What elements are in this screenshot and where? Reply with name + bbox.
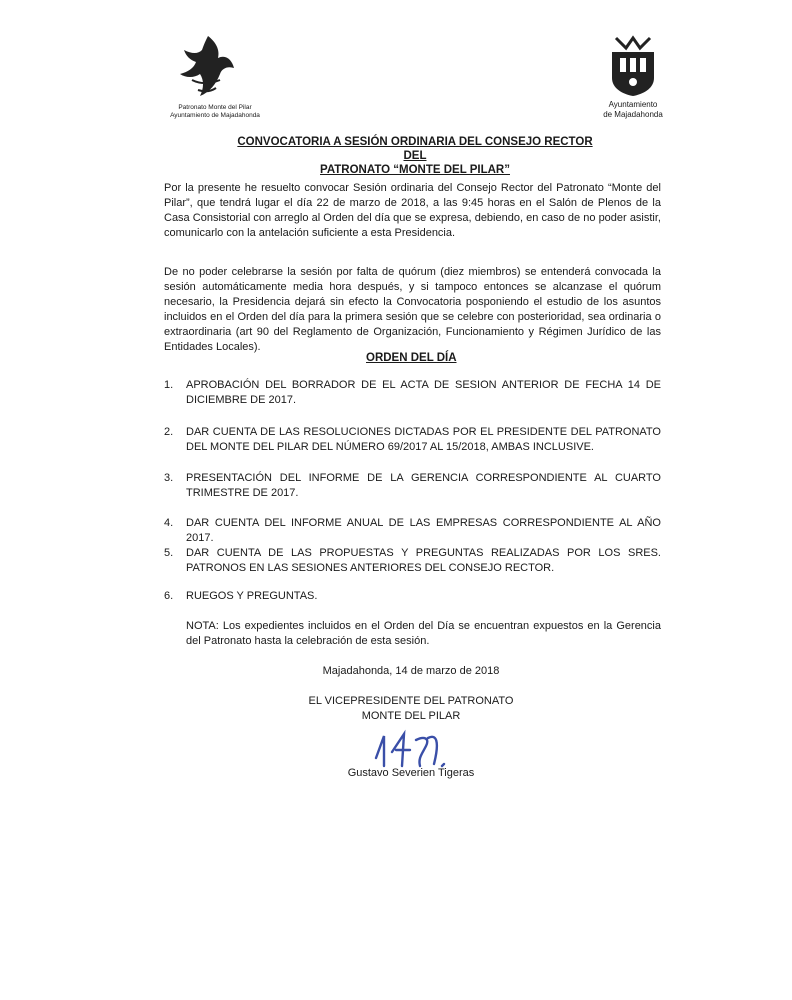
signer-name: Gustavo Severien Tigeras [347,767,475,779]
document-title [230,135,600,177]
coat-of-arms-icon [606,34,660,98]
logo-left-caption-2: Ayuntamiento de Majadahonda [170,112,260,119]
agenda-heading: ORDEN DEL DÍA [366,352,457,364]
agenda-item-text: DAR CUENTA DE LAS PROPUESTAS Y PREGUNTAS REALIZADAS POR LOS SRES. PATRONOS EN LAS SESIONES ANTERIORES DEL CONSEJO RECTOR. [186,547,661,574]
signer-role-line-1: EL VICEPRESIDENTE DEL PATRONATO [308,695,514,707]
handwritten-signature [370,728,460,770]
agenda-item-number: 3. [164,472,174,484]
animal-emblem-icon [170,32,242,104]
signer-role-line-2: MONTE DEL PILAR [361,710,461,722]
patronato-logo [160,32,260,122]
agenda-item-number: 6. [164,590,174,602]
agenda-item-text: APROBACIÓN DEL BORRADOR DE EL ACTA DE SESION ANTERIOR DE FECHA 14 DE DICIEMBRE DE 2017. [186,379,661,406]
agenda-item-number: 4. [164,517,174,529]
nota-text: NOTA: Los expedientes incluidos en el Orden del Día se encuentran expuestos en la Gerencia del Patronato hasta la celebración de esta sesión. [186,620,661,647]
agenda-item-text: RUEGOS Y PREGUNTAS. [186,590,318,602]
signing-date: Majadahonda, 14 de marzo de 2018 [322,665,500,677]
title-line-1: CONVOCATORIA A SESIÓN ORDINARIA DEL CONSEJO RECTOR DEL [237,136,593,162]
agenda-item-number: 2. [164,426,174,438]
ayuntamiento-logo [588,34,678,124]
paragraph-quorum: De no poder celebrarse la sesión por falta de quórum (diez miembros) se entenderá convocada la sesión automáticamente media hora después, y si tampoco entonces se alcanzase el quórum necesario, la Presidencia dejará sin efecto la Convocatoria posponiendo el estudio de los asuntos incluidos en el Orden del día para la primera sesión que se celebre con posterioridad, sea ordinaria o extraordinaria (art 90 del Reglamento de Organización, Funcionamiento y Régimen Jurídico de las Entidades Locales). [164,266,661,353]
agenda-item-number: 1. [164,379,174,391]
agenda-item-number: 5. [164,547,174,559]
agenda-item-text: DAR CUENTA DE LAS RESOLUCIONES DICTADAS POR EL PRESIDENTE DEL PATRONATO DEL MONTE DEL PILAR DEL NÚMERO 69/2017 AL 15/2018, AMBAS INCLUSIVE. [186,426,661,453]
logo-right-caption-1: Ayuntamiento [608,100,658,109]
paragraph-convocatoria: Por la presente he resuelto convocar Sesión ordinaria del Consejo Rector del Patronato “Monte del Pilar”, que tendrá lugar el día 22 de marzo de 2018, a las 9:45 horas en el Salón de Plenos de la Casa Consistorial con arreglo al Orden del día que se expresa, debiendo, en caso de no poder asistir, comunicarlo con la antelación suficiente a esta Presidencia. [164,182,661,239]
title-line-2: PATRONATO “MONTE DEL PILAR” [320,164,510,176]
logo-left-caption-1: Patronato Monte del Pilar [178,104,252,111]
signer-role [290,694,532,724]
agenda-item-text: PRESENTACIÓN DEL INFORME DE LA GERENCIA CORRESPONDIENTE AL CUARTO TRIMESTRE DE 2017. [186,472,661,499]
agenda-item-text: DAR CUENTA DEL INFORME ANUAL DE LAS EMPRESAS CORRESPONDIENTE AL AÑO 2017. [186,517,661,544]
logo-right-caption-2: de Majadahonda [603,110,663,119]
